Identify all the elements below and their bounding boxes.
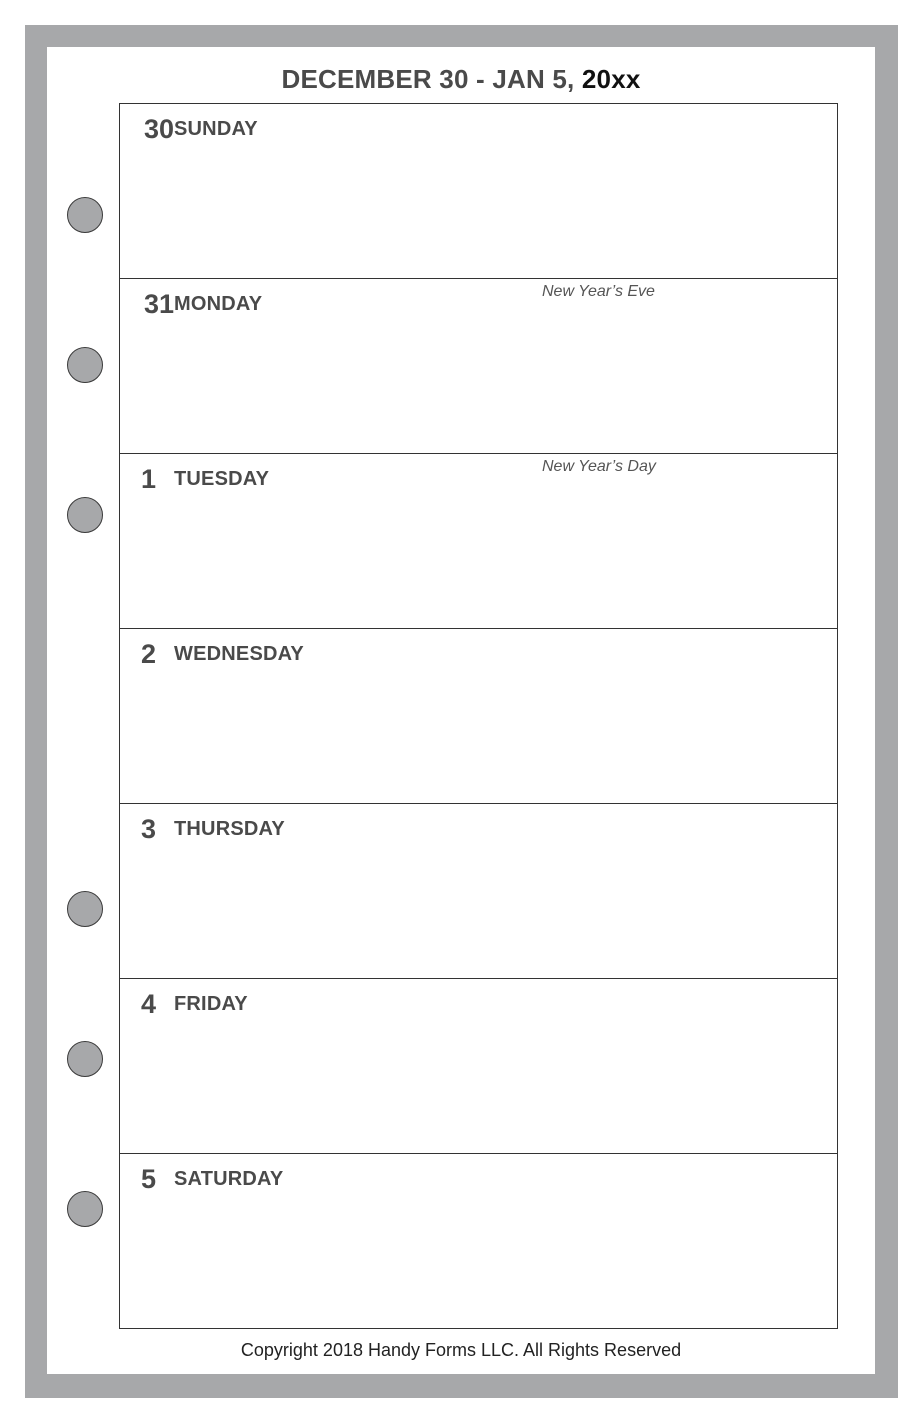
copyright-notice: Copyright 2018 Handy Forms LLC. All Rights Reserved <box>240 1340 682 1360</box>
binder-hole <box>67 347 103 383</box>
binder-hole <box>67 891 103 927</box>
holiday-label: New Year’s Day <box>542 458 656 475</box>
day-tuesday[interactable] <box>120 454 837 629</box>
day-thursday[interactable] <box>120 804 837 979</box>
day-number: 3 <box>140 814 156 844</box>
day-friday[interactable] <box>120 979 837 1154</box>
day-number: 2 <box>140 639 156 669</box>
day-wednesday[interactable] <box>120 629 837 804</box>
day-name: SATURDAY <box>174 1168 284 1190</box>
day-name: TUESDAY <box>174 468 270 490</box>
page-title <box>0 64 922 95</box>
date-range: DECEMBER 30 - JAN 5, <box>281 64 582 94</box>
holiday-label: New Year’s Eve <box>542 283 655 300</box>
day-name: FRIDAY <box>174 993 248 1015</box>
week-grid <box>119 103 838 1329</box>
day-saturday[interactable] <box>120 1154 837 1329</box>
day-number: 31 <box>143 289 174 319</box>
day-number: 5 <box>140 1164 156 1194</box>
day-number: 30 <box>143 114 174 144</box>
binder-hole <box>67 497 103 533</box>
binder-hole <box>67 197 103 233</box>
day-name: SUNDAY <box>174 118 258 140</box>
binder-hole <box>67 1041 103 1077</box>
day-number: 4 <box>140 989 156 1019</box>
day-name: MONDAY <box>174 293 263 315</box>
day-sunday[interactable] <box>120 104 837 279</box>
day-number: 1 <box>140 464 156 494</box>
day-name: WEDNESDAY <box>174 643 304 665</box>
day-name: THURSDAY <box>174 818 285 840</box>
year: 20xx <box>581 64 641 94</box>
binder-hole <box>67 1191 103 1227</box>
day-monday[interactable] <box>120 279 837 454</box>
